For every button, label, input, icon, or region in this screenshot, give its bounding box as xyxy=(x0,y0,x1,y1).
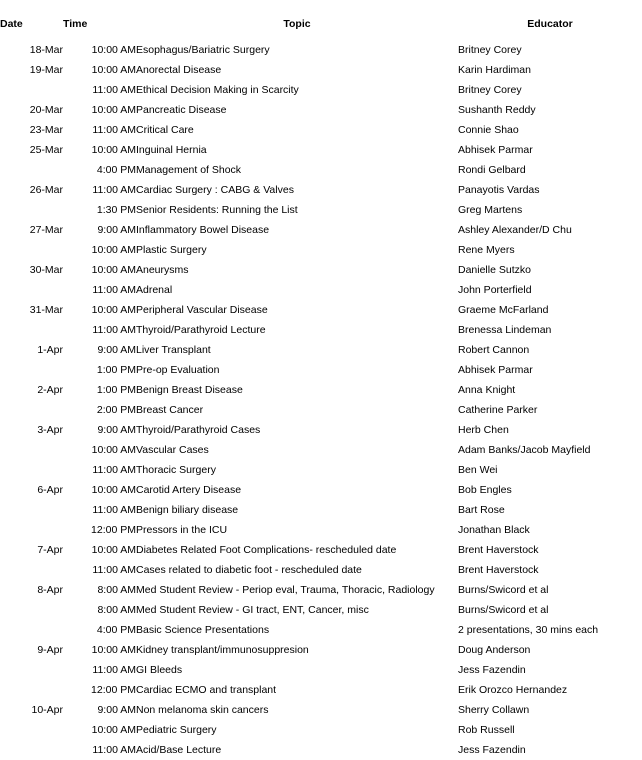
cell-topic: Med Student Review - GI tract, ENT, Cancer, misc xyxy=(136,604,369,616)
table-row xyxy=(0,420,642,440)
cell-date xyxy=(0,520,63,540)
cell-educator: Graeme McFarland xyxy=(458,304,549,316)
column-header-time: Time xyxy=(63,18,88,30)
table-row xyxy=(0,200,642,220)
cell-educator: Robert Cannon xyxy=(458,344,530,356)
cell-educator: Sushanth Reddy xyxy=(458,104,536,116)
cell-date xyxy=(0,400,63,420)
table-row xyxy=(0,720,642,740)
cell-educator: Adam Banks/Jacob Mayfield xyxy=(458,444,591,456)
table-row xyxy=(0,80,642,100)
cell-date xyxy=(0,160,63,180)
cell-topic: Pancreatic Disease xyxy=(136,104,227,116)
table-row xyxy=(0,580,642,600)
cell-time: 11:00 AM xyxy=(92,504,136,516)
cell-date xyxy=(0,460,63,480)
cell-educator: Britney Corey xyxy=(458,84,522,96)
cell-time: 8:00 AM xyxy=(97,604,136,616)
cell-educator: Brent Haverstock xyxy=(458,564,539,576)
cell-time: 10:00 AM xyxy=(91,244,136,256)
cell-date xyxy=(0,200,63,220)
table-row xyxy=(0,300,642,320)
cell-time: 10:00 AM xyxy=(91,544,136,556)
table-row xyxy=(0,640,642,660)
table-row xyxy=(0,360,642,380)
cell-educator: Connie Shao xyxy=(458,124,519,136)
cell-date xyxy=(0,740,63,760)
table-row xyxy=(0,560,642,580)
cell-topic: GI Bleeds xyxy=(136,664,183,676)
cell-time: 9:00 AM xyxy=(97,344,136,356)
cell-time: 10:00 AM xyxy=(91,724,136,736)
cell-date: 2-Apr xyxy=(37,384,63,396)
cell-date xyxy=(0,280,63,300)
cell-topic: Thyroid/Parathyroid Cases xyxy=(136,424,261,436)
cell-topic: Carotid Artery Disease xyxy=(136,484,242,496)
table-row xyxy=(0,380,642,400)
cell-educator: Danielle Sutzko xyxy=(458,264,531,276)
cell-time: 12:00 PM xyxy=(91,684,136,696)
cell-date: 6-Apr xyxy=(37,484,63,496)
cell-educator: Ben Wei xyxy=(458,464,498,476)
cell-topic: Cases related to diabetic foot - rescheduled date xyxy=(136,564,362,576)
cell-date: 23-Mar xyxy=(29,124,63,136)
cell-topic: Acid/Base Lecture xyxy=(136,744,222,756)
cell-time: 10:00 AM xyxy=(91,644,136,656)
table-row xyxy=(0,540,642,560)
table-row xyxy=(0,160,642,180)
table-row xyxy=(0,220,642,240)
cell-time: 2:00 PM xyxy=(96,404,136,416)
cell-time: 9:00 AM xyxy=(97,424,136,436)
cell-date xyxy=(0,80,63,100)
cell-topic: Senior Residents: Running the List xyxy=(136,204,298,216)
table-row xyxy=(0,320,642,340)
cell-date: 27-Mar xyxy=(29,224,63,236)
cell-topic: Pre-op Evaluation xyxy=(136,364,220,376)
cell-time: 4:00 PM xyxy=(96,164,136,176)
cell-time: 1:00 PM xyxy=(96,384,136,396)
cell-date: 30-Mar xyxy=(29,264,63,276)
cell-topic: Thyroid/Parathyroid Lecture xyxy=(136,324,266,336)
table-row xyxy=(0,440,642,460)
cell-time: 11:00 AM xyxy=(92,564,136,576)
table-row xyxy=(0,340,642,360)
cell-topic: Adrenal xyxy=(136,284,173,296)
table-header xyxy=(0,12,642,40)
cell-time: 10:00 AM xyxy=(91,144,136,156)
cell-educator: Rene Myers xyxy=(458,244,515,256)
cell-topic: Anorectal Disease xyxy=(136,64,222,76)
cell-topic: Cardiac Surgery : CABG & Valves xyxy=(136,184,294,196)
cell-educator: Greg Martens xyxy=(458,204,523,216)
cell-topic: Esophagus/Bariatric Surgery xyxy=(136,44,270,56)
cell-topic: Peripheral Vascular Disease xyxy=(136,304,268,316)
cell-date: 10-Apr xyxy=(31,704,63,716)
cell-educator: Rob Russell xyxy=(458,724,515,736)
cell-topic: Inguinal Hernia xyxy=(136,144,207,156)
cell-time: 10:00 AM xyxy=(91,304,136,316)
cell-topic: Aneurysms xyxy=(136,264,189,276)
table-row xyxy=(0,740,642,760)
cell-educator: Sherry Collawn xyxy=(458,704,530,716)
cell-time: 11:00 AM xyxy=(92,664,136,676)
header-row xyxy=(0,12,642,40)
cell-time: 1:30 PM xyxy=(96,204,136,216)
table-row xyxy=(0,120,642,140)
cell-educator: 2 presentations, 30 mins each xyxy=(458,624,599,636)
cell-topic: Benign Breast Disease xyxy=(136,384,243,396)
cell-topic: Critical Care xyxy=(136,124,194,136)
cell-educator: Abhisek Parmar xyxy=(458,364,533,376)
cell-topic: Basic Science Presentations xyxy=(136,624,270,636)
table-row xyxy=(0,500,642,520)
cell-educator: Catherine Parker xyxy=(458,404,538,416)
cell-educator: Panayotis Vardas xyxy=(458,184,540,196)
cell-date xyxy=(0,720,63,740)
cell-date xyxy=(0,240,63,260)
table-row xyxy=(0,700,642,720)
cell-educator: Doug Anderson xyxy=(458,644,531,656)
cell-time: 10:00 AM xyxy=(91,484,136,496)
cell-educator: Brent Haverstock xyxy=(458,544,539,556)
cell-topic: Management of Shock xyxy=(136,164,242,176)
cell-topic: Pressors in the ICU xyxy=(136,524,228,536)
cell-topic: Vascular Cases xyxy=(136,444,209,456)
cell-educator: Bart Rose xyxy=(458,504,505,516)
cell-topic: Liver Transplant xyxy=(136,344,211,356)
cell-time: 11:00 AM xyxy=(92,284,136,296)
cell-time: 11:00 AM xyxy=(92,84,136,96)
cell-educator: John Porterfield xyxy=(458,284,532,296)
cell-topic: Med Student Review - Periop eval, Trauma, Thoracic, Radiology xyxy=(136,584,435,596)
cell-time: 9:00 AM xyxy=(97,224,136,236)
cell-educator: Erik Orozco Hernandez xyxy=(458,684,568,696)
cell-topic: Cardiac ECMO and transplant xyxy=(136,684,277,696)
cell-topic: Diabetes Related Foot Complications- rescheduled date xyxy=(136,544,397,556)
cell-topic: Breast Cancer xyxy=(136,404,204,416)
table-row xyxy=(0,180,642,200)
cell-date: 26-Mar xyxy=(29,184,63,196)
table-row xyxy=(0,240,642,260)
column-header-educator: Educator xyxy=(527,18,573,30)
cell-educator: Karin Hardiman xyxy=(458,64,531,76)
column-header-topic: Topic xyxy=(283,18,311,30)
cell-date: 18-Mar xyxy=(29,44,63,56)
column-header-date: Date xyxy=(0,18,23,30)
cell-time: 11:00 AM xyxy=(92,464,136,476)
cell-date: 1-Apr xyxy=(37,344,63,356)
cell-date xyxy=(0,500,63,520)
table-row xyxy=(0,100,642,120)
cell-educator: Herb Chen xyxy=(458,424,509,436)
table-row xyxy=(0,480,642,500)
cell-educator: Burns/Swicord et al xyxy=(458,604,549,616)
cell-time: 11:00 AM xyxy=(92,324,136,336)
table-row xyxy=(0,280,642,300)
cell-time: 10:00 AM xyxy=(91,444,136,456)
cell-time: 8:00 AM xyxy=(97,584,136,596)
cell-time: 10:00 AM xyxy=(91,104,136,116)
cell-educator: Jonathan Black xyxy=(458,524,530,536)
cell-topic: Non melanoma skin cancers xyxy=(136,704,269,716)
cell-topic: Ethical Decision Making in Scarcity xyxy=(136,84,299,96)
table-row xyxy=(0,620,642,640)
table-row xyxy=(0,260,642,280)
cell-date xyxy=(0,440,63,460)
cell-date: 8-Apr xyxy=(37,584,63,596)
cell-time: 12:00 PM xyxy=(91,524,136,536)
table-row xyxy=(0,40,642,60)
cell-educator: Jess Fazendin xyxy=(458,664,526,676)
cell-educator: Anna Knight xyxy=(458,384,516,396)
table-row xyxy=(0,680,642,700)
table-row xyxy=(0,600,642,620)
cell-time: 11:00 AM xyxy=(92,744,136,756)
cell-date: 31-Mar xyxy=(29,304,63,316)
cell-time: 11:00 AM xyxy=(92,124,136,136)
cell-topic: Benign biliary disease xyxy=(136,504,239,516)
table-row xyxy=(0,140,642,160)
cell-educator: Bob Engles xyxy=(458,484,512,496)
cell-time: 1:00 PM xyxy=(96,364,136,376)
cell-educator: Jess Fazendin xyxy=(458,744,526,756)
cell-date xyxy=(0,320,63,340)
cell-date: 19-Mar xyxy=(29,64,63,76)
cell-date: 7-Apr xyxy=(37,544,63,556)
cell-date xyxy=(0,620,63,640)
cell-topic: Plastic Surgery xyxy=(136,244,207,256)
cell-date xyxy=(0,560,63,580)
cell-time: 10:00 AM xyxy=(91,264,136,276)
cell-date xyxy=(0,360,63,380)
cell-date xyxy=(0,660,63,680)
cell-topic: Thoracic Surgery xyxy=(136,464,216,476)
cell-educator: Burns/Swicord et al xyxy=(458,584,549,596)
cell-date: 9-Apr xyxy=(37,644,63,656)
cell-educator: Rondi Gelbard xyxy=(458,164,526,176)
cell-time: 11:00 AM xyxy=(92,184,136,196)
cell-topic: Kidney transplant/immunosuppresion xyxy=(136,644,309,656)
table-body xyxy=(0,40,642,760)
cell-educator: Brenessa Lindeman xyxy=(458,324,552,336)
cell-topic: Pediatric Surgery xyxy=(136,724,217,736)
cell-time: 9:00 AM xyxy=(97,704,136,716)
cell-time: 10:00 AM xyxy=(91,64,136,76)
cell-date: 25-Mar xyxy=(29,144,63,156)
schedule-table xyxy=(0,12,642,760)
cell-date: 20-Mar xyxy=(29,104,63,116)
cell-educator: Abhisek Parmar xyxy=(458,144,533,156)
table-row xyxy=(0,60,642,80)
cell-date xyxy=(0,600,63,620)
cell-topic: Inflammatory Bowel Disease xyxy=(136,224,270,236)
table-row xyxy=(0,400,642,420)
table-row xyxy=(0,520,642,540)
cell-date xyxy=(0,680,63,700)
cell-educator: Britney Corey xyxy=(458,44,522,56)
cell-date: 3-Apr xyxy=(37,424,63,436)
cell-time: 10:00 AM xyxy=(91,44,136,56)
table-row xyxy=(0,660,642,680)
table-row xyxy=(0,460,642,480)
cell-educator: Ashley Alexander/D Chu xyxy=(458,224,572,236)
cell-time: 4:00 PM xyxy=(96,624,136,636)
